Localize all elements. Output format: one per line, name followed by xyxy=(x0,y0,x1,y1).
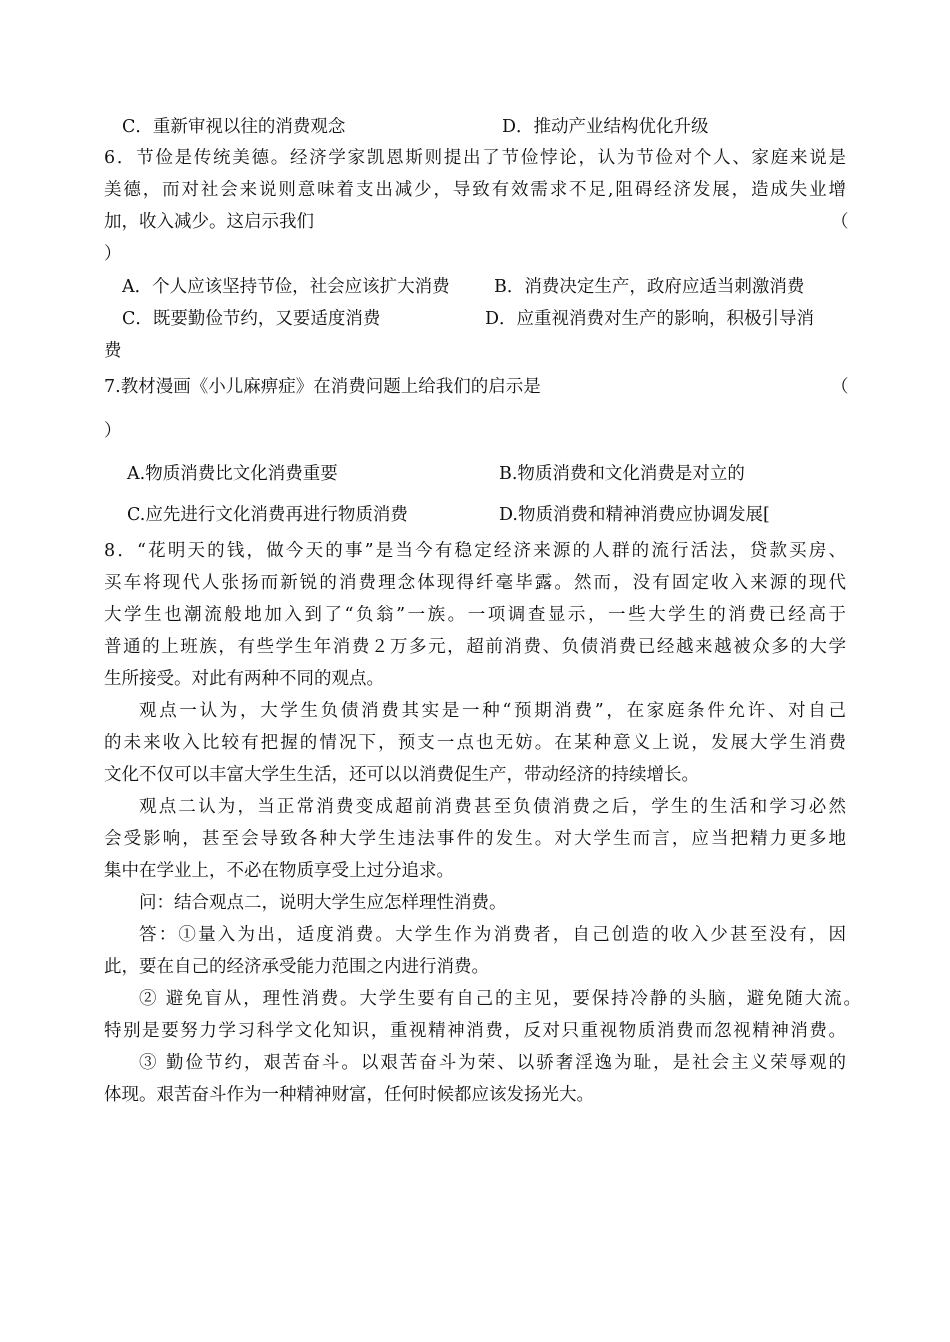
q6-option-a: A．个人应该坚持节俭，社会应该扩大消费 xyxy=(122,277,450,297)
q5-option-d: D．推动产业结构优化升级 xyxy=(502,117,709,137)
q6-stem-line1: 6．节俭是传统美德。经济学家凯恩斯则提出了节俭悖论，认为节俭对个人、家庭来说是 xyxy=(104,148,846,168)
q7-option-d: D.物质消费和精神消费应协调发展[ xyxy=(499,505,770,525)
q6-stem-line2: 美德，而对社会来说则意味着支出减少，导致有效需求不足,阻碍经济发展，造成失业增 xyxy=(104,180,846,200)
q7-option-c: C.应先进行文化消费再进行物质消费 xyxy=(127,505,408,525)
q6-option-b: B．消费决定生产，政府应适当刺激消费 xyxy=(494,277,805,297)
q8-passage-line: 买车将现代人张扬而新锐的消费理念体现得纤毫毕露。然而，没有固定收入来源的现代 xyxy=(104,573,846,593)
q8-answer1-line: 此，要在自己的经济承受能力范围之内进行消费。 xyxy=(104,957,489,977)
q8-answer2-line: ② 避免盲从，理性消费。大学生要有自己的主见，要保持冷静的头脑，避免随大流。 xyxy=(139,989,861,1009)
q8-question: 问：结合观点二，说明大学生应怎样理性消费。 xyxy=(139,893,507,913)
q8-passage-line: 8．“花明天的钱，做今天的事”是当今有稳定经济来源的人群的流行活法，贷款买房、 xyxy=(104,541,846,561)
q8-view1-line: 的未来收入比较有把握的情况下，预支一点也无妨。在某种意义上说，发展大学生消费 xyxy=(104,733,846,753)
q7-answer-paren-close: ） xyxy=(104,421,122,441)
q5-option-c: C．重新审视以往的消费观念 xyxy=(122,117,346,137)
q8-answer3-line: 体现。艰苦奋斗作为一种精神财富，任何时候都应该发扬光大。 xyxy=(104,1085,594,1105)
q7-option-a: A.物质消费比文化消费重要 xyxy=(127,464,338,484)
q6-option-c: C．既要勤俭节约，又要适度消费 xyxy=(122,309,381,329)
q8-view2-line: 会受影响，甚至会导致各种大学生违法事件的发生。对大学生而言，应当把精力更多地 xyxy=(104,829,846,849)
q8-view2-line: 集中在学业上，不必在物质享受上过分追求。 xyxy=(104,861,454,881)
q8-view1-line: 观点一认为，大学生负债消费其实是一种“预期消费”，在家庭条件允许、对自己 xyxy=(139,701,846,721)
q6-answer-paren-open: （ xyxy=(831,212,849,232)
q6-answer-paren-close: ） xyxy=(104,244,122,264)
q8-passage-line: 生所接受。对此有两种不同的观点。 xyxy=(104,669,384,689)
q6-option-d-line1: D．应重视消费对生产的影响，积极引导消 xyxy=(485,309,815,329)
q8-view1-line: 文化不仅可以丰富大学生生活，还可以以消费促生产，带动经济的持续增长。 xyxy=(104,765,699,785)
q8-passage-line: 普通的上班族，有些学生年消费２万多元，超前消费、负债消费已经越来越被众多的大学 xyxy=(104,637,846,657)
q7-option-b: B.物质消费和文化消费是对立的 xyxy=(499,464,745,484)
q7-answer-paren-open: （ xyxy=(831,377,849,397)
q8-answer2-line: 特别是要努力学习科学文化知识，重视精神消费，反对只重视物质消费而忽视精神消费。 xyxy=(104,1021,846,1041)
q8-passage-line: 大学生也潮流般地加入到了“负翁”一族。一项调查显示，一些大学生的消费已经高于 xyxy=(104,605,846,625)
q8-answer1-line: 答：①量入为出，适度消费。大学生作为消费者，自己创造的收入少甚至没有，因 xyxy=(139,925,846,945)
q8-answer3-line: ③ 勤俭节约，艰苦奋斗。以艰苦奋斗为荣、以骄奢淫逸为耻，是社会主义荣辱观的 xyxy=(139,1053,846,1073)
q8-view2-line: 观点二认为，当正常消费变成超前消费甚至负债消费之后，学生的生活和学习必然 xyxy=(139,797,846,817)
q6-stem-line3: 加，收入减少。这启示我们 xyxy=(104,212,314,232)
q6-option-d-line2: 费 xyxy=(104,341,122,361)
q7-stem: 7.教材漫画《小儿麻痹症》在消费问题上给我们的启示是 xyxy=(104,377,541,397)
